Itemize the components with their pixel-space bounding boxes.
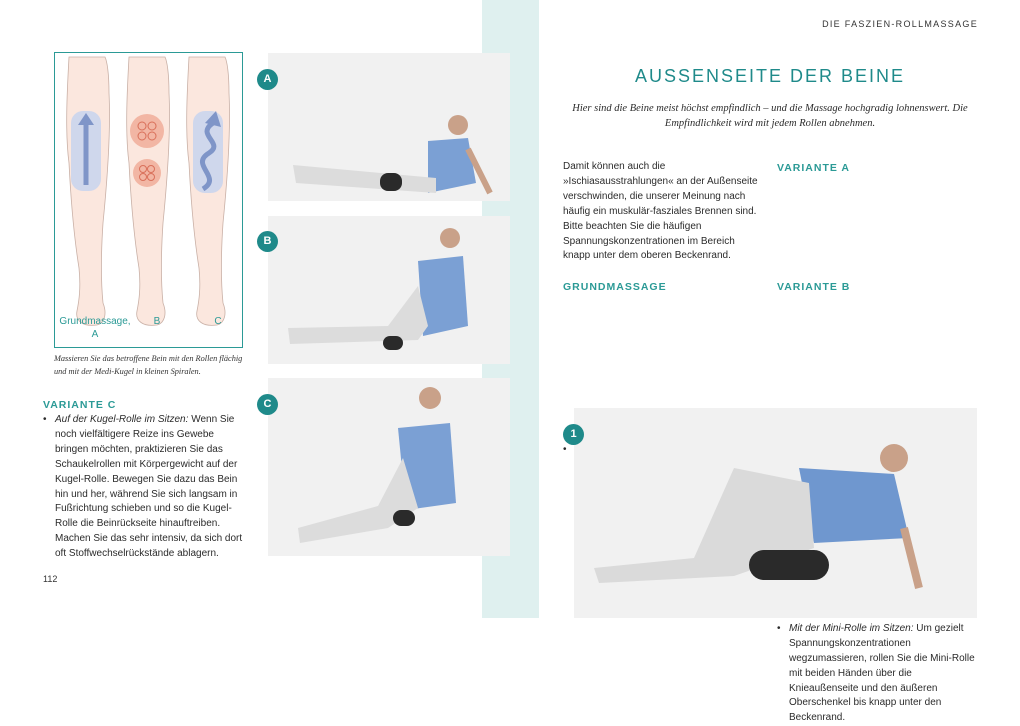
badge-b: B [257, 231, 278, 252]
variante-b-heading: VARIANTE B [777, 281, 851, 293]
grundmassage-heading: GRUNDMASSAGE [563, 281, 667, 293]
page-title: AUSSENSEITE DER BEINE [634, 66, 906, 86]
leg-illustration [54, 52, 243, 348]
badge-1: 1 [563, 424, 584, 445]
photo-c [268, 378, 510, 556]
lead-text: Hier sind die Beine meist höchst empfindlich – und die Massage hochgradig lohnenswert. Die Empfindlichkeit wird mit jedem Rollen abnehmen. [572, 103, 968, 129]
photo-1 [574, 408, 977, 618]
photo-a [268, 53, 510, 201]
running-header: DIE FASZIEN-ROLLMASSAGE [822, 19, 978, 29]
label-grundmassage-a: Grundmassage, A [59, 316, 131, 340]
label-b: B [153, 316, 161, 327]
label-c: C [214, 316, 222, 327]
legs-drawing [55, 53, 241, 346]
variante-a-heading: VARIANTE A [777, 162, 850, 174]
variante-c-body: Wenn Sie noch vielfältigere Reize ins Gewebe bringen möchten, praktizieren Sie das Schaukelrollen mit Körpergewicht auf der Kugel-Rolle. Bewegen Sie dazu das Bein hin und her, während Sie sich langsam in Fußrichtung schieben und so die Kugel-Rolle die Beinrückseite hinauftreiben. Machen Sie das sehr intensiv, da sich dort oft Stoffwechselrückstände ablagern. [55, 414, 243, 560]
illustration-caption: Massieren Sie das betroffene Bein mit den Rollen flächig und mit der Medi-Kugel in kleinen Spiralen. [54, 354, 243, 376]
photo-1-figure [574, 408, 977, 618]
variante-b-text [777, 622, 977, 726]
variante-c-text [43, 413, 243, 562]
badge-c: C [257, 394, 278, 415]
badge-a: A [257, 69, 278, 90]
variante-c-lead: Auf der Kugel-Rolle im Sitzen: [55, 414, 189, 425]
variante-b-lead: Mit der Mini-Rolle im Sitzen: [789, 622, 914, 634]
photo-c-figure [268, 378, 510, 556]
variante-c-heading: VARIANTE C [43, 399, 117, 411]
photo-a-figure [268, 53, 510, 201]
intro-text: Damit können auch die »Ischiasausstrahlungen« an der Außenseite verschwinden, die unserer Meinung nach häufig ein muskulär-fasziales Brennen sind. Bitte beachten Sie die häufigen Spannungskonzentrationen im Bereich knapp unter dem oberen Beckenrand. [563, 161, 758, 262]
variante-b-body: Um gezielt Spannungskonzentrationen wegzumassieren, rollen Sie die Mini-Rolle mit beiden Händen über die Knieaußenseite und den äußeren Oberschenkel bis knapp unter den Beckenrand. [789, 622, 975, 724]
photo-b [268, 216, 510, 364]
page-number: 112 [43, 574, 58, 584]
photo-b-figure [268, 216, 510, 364]
